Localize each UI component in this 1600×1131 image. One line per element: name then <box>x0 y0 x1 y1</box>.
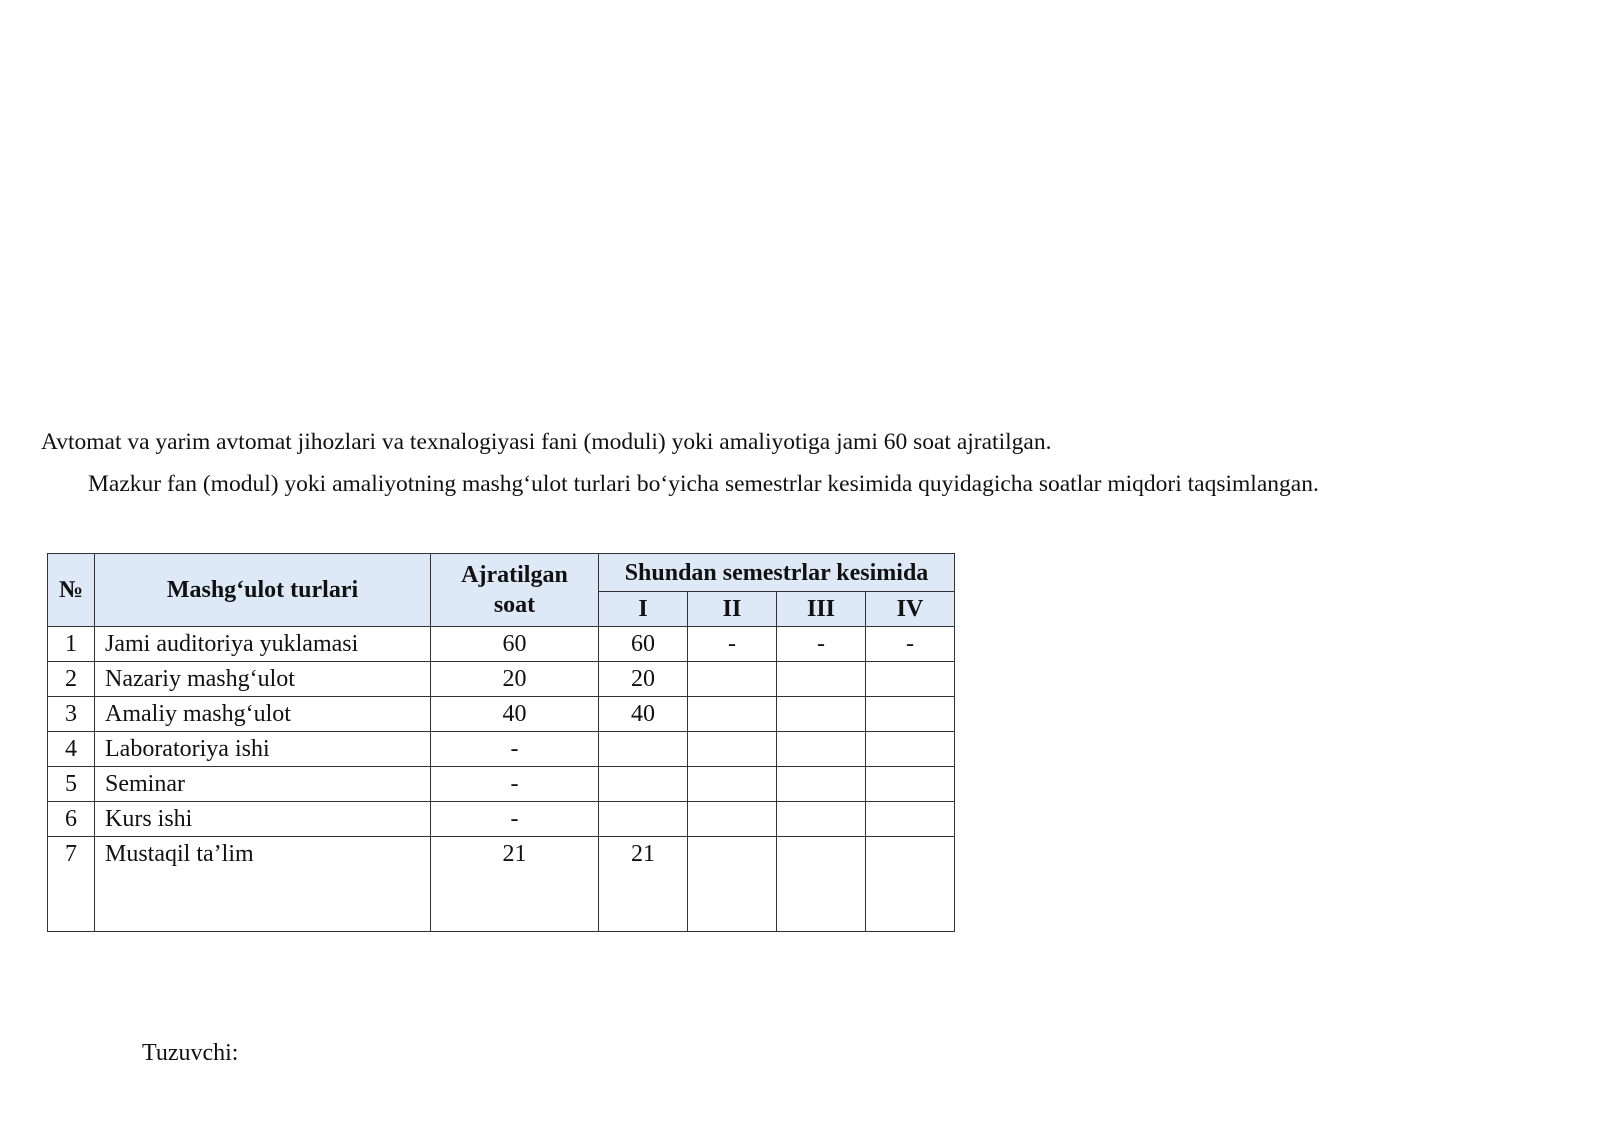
row-semester-4 <box>866 697 955 732</box>
row-allocated: 40 <box>431 697 599 732</box>
row-semester-2 <box>688 837 777 932</box>
row-lesson-type: Nazariy mashg‘ulot <box>95 662 431 697</box>
header-allocated-line2: soat <box>493 592 536 618</box>
row-semester-1 <box>599 732 688 767</box>
compiler-label: Tuzuvchi: <box>142 1040 239 1066</box>
row-number: 2 <box>48 662 95 697</box>
header-allocated-line1: Ajratilgan <box>461 562 568 588</box>
header-semester-3: III <box>777 592 866 627</box>
row-semester-2 <box>688 802 777 837</box>
row-allocated: - <box>431 802 599 837</box>
row-number: 6 <box>48 802 95 837</box>
row-semester-1 <box>599 767 688 802</box>
row-semester-3 <box>777 697 866 732</box>
header-semesters: Shundan semestrlar kesimida <box>599 554 955 592</box>
row-lesson-type: Kurs ishi <box>95 802 431 837</box>
row-semester-1 <box>599 802 688 837</box>
row-semester-2 <box>688 662 777 697</box>
row-number: 3 <box>48 697 95 732</box>
header-semester-1: I <box>599 592 688 627</box>
row-semester-2 <box>688 732 777 767</box>
header-number: № <box>48 554 95 627</box>
table-row <box>48 767 955 802</box>
row-semester-4 <box>866 767 955 802</box>
row-semester-3 <box>777 837 866 932</box>
row-number: 7 <box>48 837 95 932</box>
row-allocated: 21 <box>431 837 599 932</box>
table-row <box>48 627 955 662</box>
table-row <box>48 802 955 837</box>
row-semester-4 <box>866 732 955 767</box>
row-lesson-type: Amaliy mashg‘ulot <box>95 697 431 732</box>
row-semester-1: 60 <box>599 627 688 662</box>
row-allocated: 20 <box>431 662 599 697</box>
row-lesson-type: Mustaqil ta’lim <box>95 837 431 932</box>
row-allocated: 60 <box>431 627 599 662</box>
row-number: 4 <box>48 732 95 767</box>
header-semester-2: II <box>688 592 777 627</box>
row-semester-4 <box>866 802 955 837</box>
row-lesson-type: Laboratoriya ishi <box>95 732 431 767</box>
row-semester-3 <box>777 802 866 837</box>
row-semester-3: - <box>777 627 866 662</box>
table-row <box>48 837 955 932</box>
row-semester-2 <box>688 697 777 732</box>
header-allocated-hours <box>431 554 599 627</box>
row-semester-3 <box>777 767 866 802</box>
row-allocated: - <box>431 767 599 802</box>
row-semester-3 <box>777 662 866 697</box>
row-semester-1: 20 <box>599 662 688 697</box>
intro-paragraph-total-hours: Avtomat va yarim avtomat jihozlari va texnalogiyasi fani (moduli) yoki amaliyotiga jami 60 soat ajratilgan. <box>41 429 1052 455</box>
row-number: 1 <box>48 627 95 662</box>
row-semester-1: 40 <box>599 697 688 732</box>
row-semester-1: 21 <box>599 837 688 932</box>
row-semester-4 <box>866 837 955 932</box>
row-semester-2 <box>688 767 777 802</box>
row-semester-4 <box>866 662 955 697</box>
header-semester-4: IV <box>866 592 955 627</box>
row-semester-4: - <box>866 627 955 662</box>
table-row <box>48 697 955 732</box>
row-lesson-type: Seminar <box>95 767 431 802</box>
row-number: 5 <box>48 767 95 802</box>
row-allocated: - <box>431 732 599 767</box>
row-semester-2: - <box>688 627 777 662</box>
table-row <box>48 732 955 767</box>
hours-distribution-table <box>47 553 955 932</box>
row-lesson-type: Jami auditoriya yuklamasi <box>95 627 431 662</box>
row-semester-3 <box>777 732 866 767</box>
intro-paragraph-distribution: Mazkur fan (modul) yoki amaliyotning mashg‘ulot turlari bo‘yicha semestrlar kesimida quyidagicha soatlar miqdori taqsimlangan. <box>88 471 1319 497</box>
table-row <box>48 662 955 697</box>
header-lesson-type: Mashg‘ulot turlari <box>95 554 431 627</box>
